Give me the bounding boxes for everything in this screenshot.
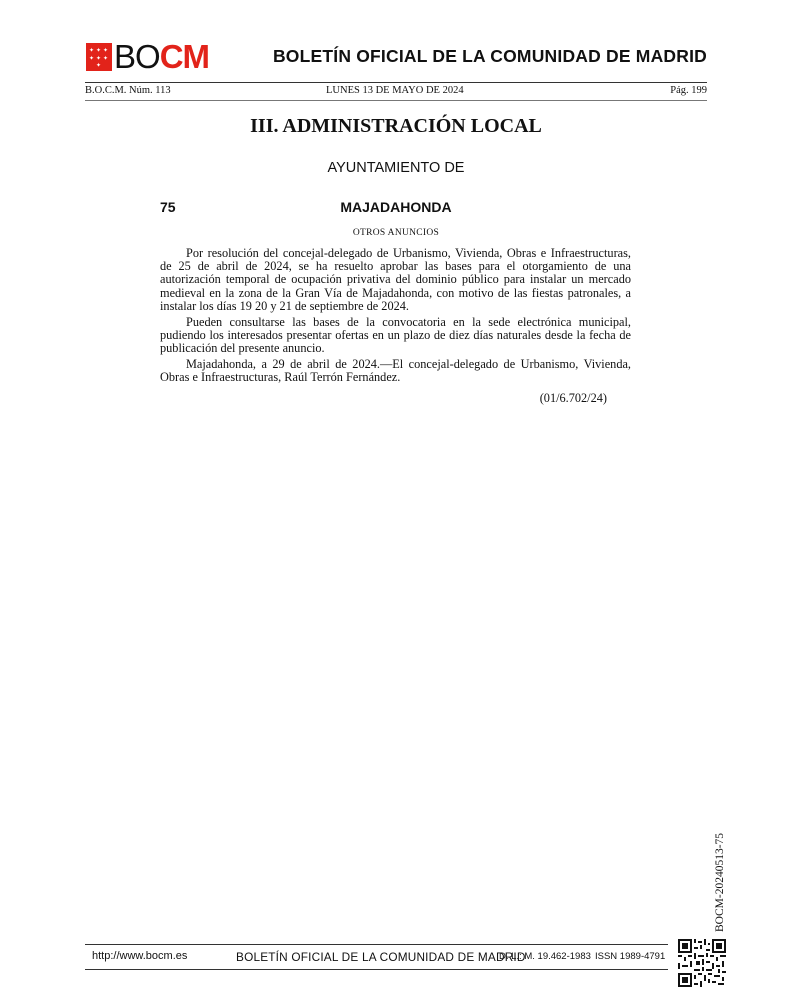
logo-text-cm: CM (159, 38, 210, 75)
bocm-logo (86, 38, 210, 75)
entry-number: 75 (160, 199, 176, 215)
page-footer (85, 944, 668, 970)
document-code: BOCM-20240513-75 (714, 832, 726, 932)
announcement-category: OTROS ANUNCIOS (352, 228, 440, 238)
announcement-body (160, 247, 631, 387)
subheader-divider (85, 100, 707, 101)
page-number: Pág. 199 (670, 85, 707, 96)
issue-info-row (85, 84, 707, 100)
header-divider (85, 82, 707, 83)
legal-deposit: D. L.: M. 19.462-1983 (499, 951, 591, 962)
paragraph-consultation: Pueden consultarse las bases de la convocatoria en la sede electrónica municipal, pudiendo los interesados presentar ofertas en un plazo de diez días naturales desde la fecha de publicación del presente anuncio. (160, 314, 631, 355)
issue-number: B.O.C.M. Núm. 113 (85, 85, 171, 96)
municipality-heading: MAJADAHONDA (340, 199, 452, 215)
issn: ISSN 1989-4791 (595, 951, 666, 962)
logo-text-bo: BO (114, 38, 160, 75)
logo-wordmark (114, 38, 210, 75)
paragraph-signature: Majadahonda, a 29 de abril de 2024.—El concejal-delegado de Urbanismo, Vivienda, Obras e Infraestructuras, Raúl Terrón Fernández. (160, 356, 631, 384)
footer-title: BOLETÍN OFICIAL DE LA COMUNIDAD DE MADRID (236, 950, 526, 964)
footer-website-link[interactable]: http://www.bocm.es (92, 950, 188, 962)
madrid-flag-icon: ✦ ✦ ✦ ✦ ✦ ✦ ✦ (86, 43, 112, 71)
qr-code-icon (678, 939, 726, 987)
announcement-reference: (01/6.702/24) (539, 391, 607, 405)
issue-date: LUNES 13 DE MAYO DE 2024 (326, 85, 464, 96)
authority-heading: AYUNTAMIENTO DE (327, 160, 465, 176)
bulletin-title: BOLETÍN OFICIAL DE LA COMUNIDAD DE MADRID (272, 46, 707, 66)
paragraph-resolution: Por resolución del concejal-delegado de Urbanismo, Vivienda, Obras e Infraestructuras, de 25 de abril de 2024, se ha resuelto aprobar las bases para el otorgamiento de una autorización temporal de ocupación privativa del dominio público para instalar un mercado medieval en la zona de la Gran Vía de Majadahonda, con motivo de las fiestas patronales, a instalar los días 19 20 y 21 de septiembre de 2024. (160, 246, 631, 313)
section-heading: III. ADMINISTRACIÓN LOCAL (250, 115, 542, 137)
